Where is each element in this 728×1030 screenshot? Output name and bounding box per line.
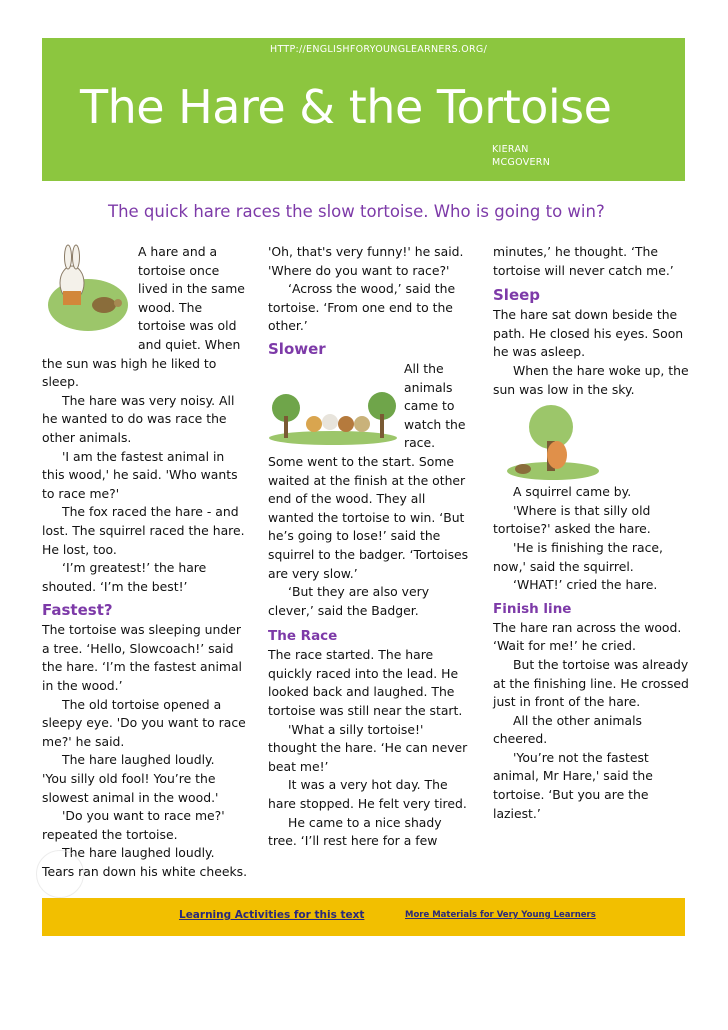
- paragraph: The hare ran across the wood. ‘Wait for me!’ he cried.: [493, 619, 682, 654]
- paragraph: 'I am the fastest animal in this wood,' he said. 'Who wants to race me?': [42, 448, 238, 501]
- paragraph: The hare sat down beside the path. He closed his eyes. Soon he was asleep.: [493, 307, 684, 360]
- hare-and-tortoise-illustration: [42, 243, 134, 338]
- paragraph: The tortoise was sleeping under a tree. ‘Hello, Slowcoach!’ said the hare. ‘I’m the fastest animal in the wood.’: [42, 622, 242, 694]
- story-subtitle: The quick hare races the slow tortoise. Who is going to win?: [108, 202, 605, 221]
- text-column-3: [493, 243, 691, 823]
- author-name: [492, 143, 550, 169]
- learning-activities-link[interactable]: Learning Activities for this text: [179, 909, 365, 921]
- section-heading-the-race: The Race: [268, 628, 338, 645]
- text-column-1: [42, 243, 250, 882]
- animals-watching-illustration: [268, 382, 398, 446]
- paragraph: ‘But they are also very clever,’ said the Badger.: [268, 584, 430, 618]
- website-url[interactable]: HTTP://ENGLISHFORYOUNGLEARNERS.ORG/: [270, 44, 488, 55]
- paragraph: But the tortoise was already at the finishing line. He crossed just in front of the hare.: [493, 656, 689, 710]
- paragraph: Tears ran down his white cheeks.: [42, 864, 248, 879]
- footer-bar: [42, 898, 685, 936]
- paragraph: The hare laughed loudly.: [62, 752, 215, 768]
- section-heading-finish-line: Finish line: [493, 600, 572, 617]
- paragraph: A squirrel came by.: [513, 484, 632, 500]
- author-line-1: KIERAN: [492, 144, 529, 155]
- watermark-stamp: [36, 850, 84, 898]
- paragraph: The hare laughed loudly.: [62, 845, 215, 861]
- story-title: The Hare & the Tortoise: [80, 80, 612, 134]
- paragraph: The old tortoise opened a sleepy eye. 'Do you want to race me?' he said.: [42, 696, 246, 749]
- paragraph: He came to a nice shady tree. ‘I’ll rest here for a few: [268, 814, 442, 849]
- paragraph: 'What a silly tortoise!' thought the hare. ‘He can never beat me!’: [268, 721, 468, 774]
- paragraph: The race started. The hare quickly raced into the lead. He looked back and laughed. The tortoise was still near the start.: [268, 647, 463, 719]
- author-line-2: MCGOVERN: [492, 157, 551, 168]
- paragraph: 'You silly old fool! You’re the slowest animal in the wood.': [42, 771, 219, 805]
- paragraph: minutes,’ he thought. ‘The tortoise will never catch me.’: [493, 244, 674, 278]
- paragraph: The fox raced the hare - and lost. The squirrel raced the hare. He lost, too.: [42, 504, 245, 557]
- paragraph: 'Oh, that's very funny!' he said. 'Where do you want to race?': [268, 244, 464, 278]
- section-heading-sleep: Sleep: [493, 286, 541, 305]
- paragraph: When the hare woke up, the sun was low in the sky.: [493, 362, 689, 397]
- paragraph: ‘Across the wood,’ said the tortoise. ‘From one end to the other.’: [268, 281, 456, 334]
- paragraph: 'Where is that silly old tortoise?' asked the hare.: [493, 502, 651, 537]
- section-heading-fastest: Fastest?: [42, 601, 113, 620]
- paragraph: All the animals came to watch the race. Some went to the start. Some waited at the finish at the other end of the wood. They all wanted the tortoise to win. ‘But he’s going to lose!’ said the squirrel to the badger. ‘Tortoises are very slow.’: [268, 360, 469, 581]
- paragraph: 'He is finishing the race, now,' said the squirrel.: [493, 539, 663, 574]
- paragraph: The hare was very noisy. All he wanted to do was race the other animals.: [42, 392, 235, 445]
- paragraph: It was a very hot day. The hare stopped. He felt very tired.: [268, 777, 467, 812]
- paragraph: 'You’re not the fastest animal, Mr Hare,' said the tortoise. ‘But you are the laziest.’: [493, 749, 653, 821]
- text-column-2: [268, 243, 472, 851]
- paragraph: 'Do you want to race me?' repeated the tortoise.: [42, 808, 225, 842]
- sleeping-hare-illustration: [493, 403, 691, 483]
- paragraph: ‘I’m greatest!’ the hare shouted. ‘I’m the best!’: [42, 560, 207, 594]
- paragraph: ‘WHAT!’ cried the hare.: [513, 577, 658, 593]
- header-banner: [42, 38, 685, 181]
- paragraph: All the other animals cheered.: [493, 712, 642, 747]
- paragraph: A hare and a tortoise once lived in the same wood. The tortoise was old and quiet. When the sun was high he liked to sleep.: [42, 244, 245, 390]
- more-materials-link[interactable]: More Materials for Very Young Learners: [405, 910, 596, 920]
- section-heading-slower: Slower: [268, 339, 326, 358]
